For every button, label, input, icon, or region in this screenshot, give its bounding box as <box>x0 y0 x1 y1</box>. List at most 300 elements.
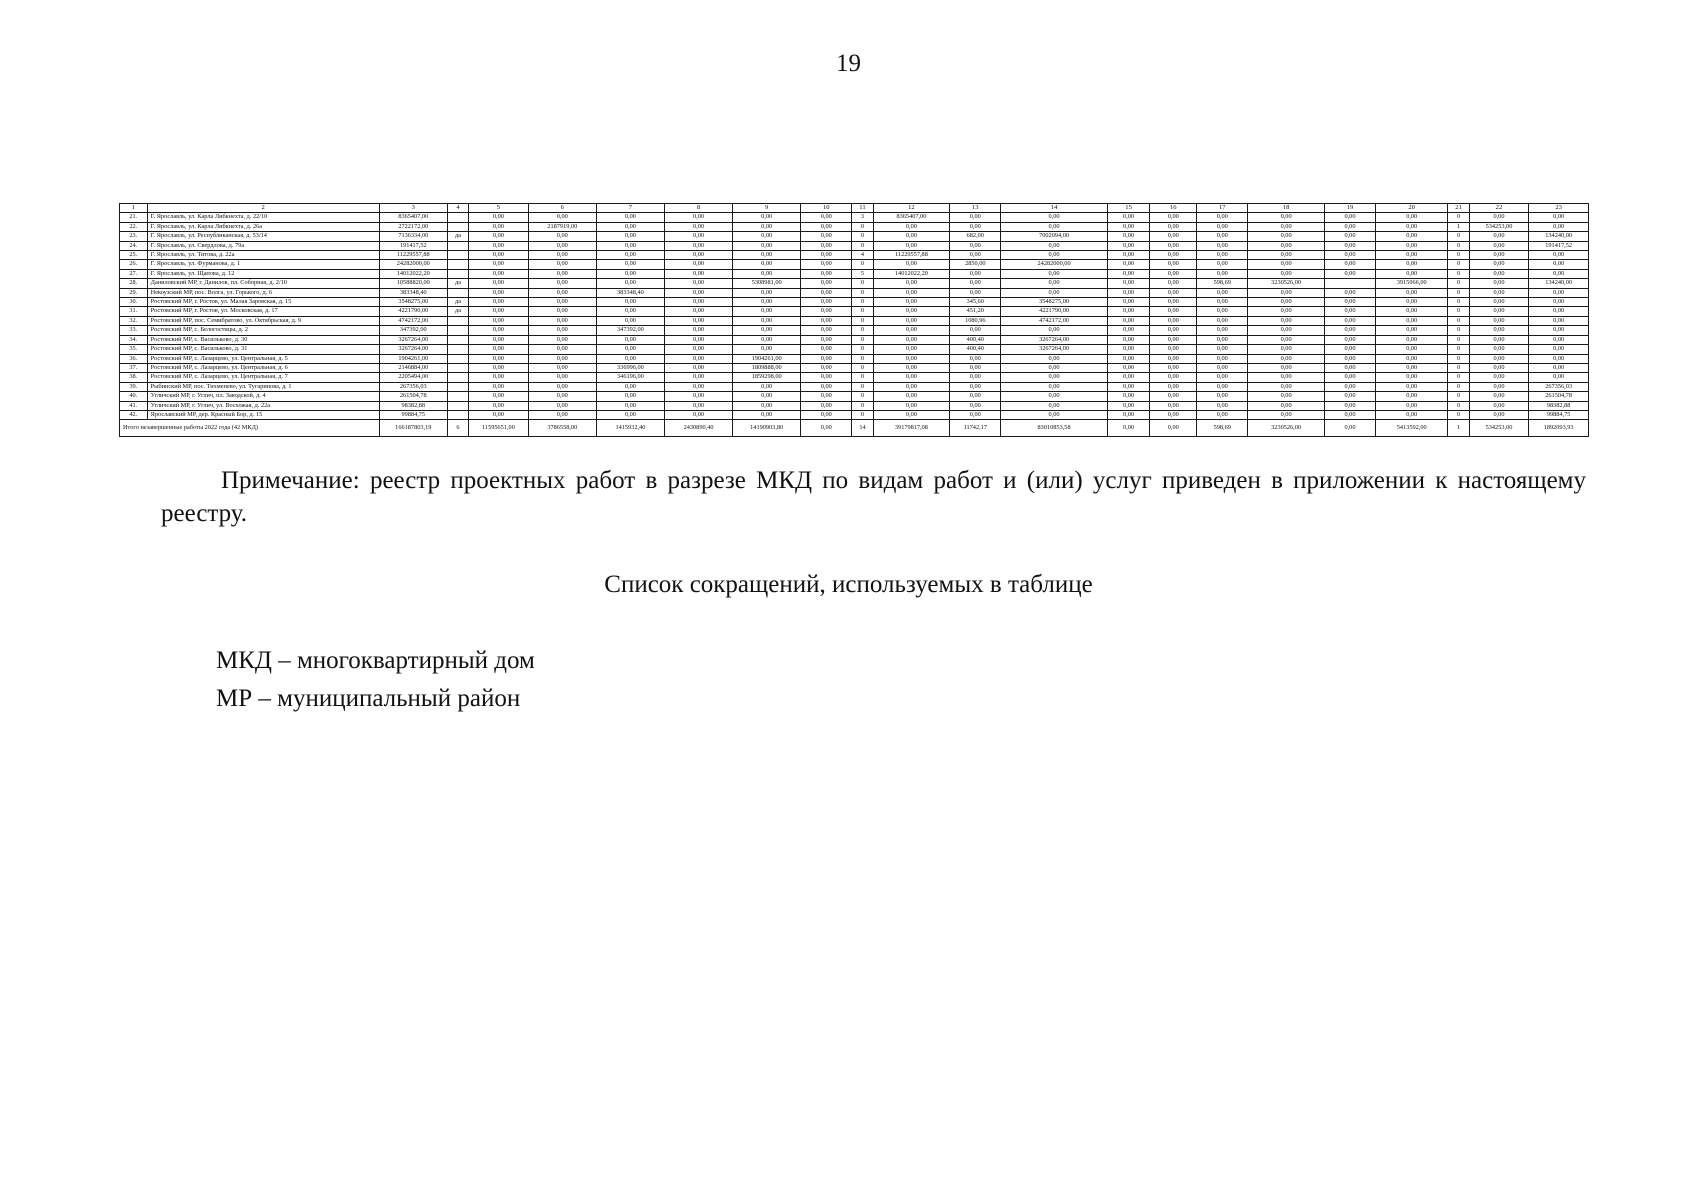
table-cell: 0,00 <box>1324 232 1375 241</box>
table-cell: 0,00 <box>469 251 529 260</box>
table-cell: 0,00 <box>1469 382 1529 391</box>
table-cell: 0,00 <box>801 392 852 401</box>
table-cell: 0,00 <box>1197 316 1248 325</box>
table-cell: 0,00 <box>801 213 852 222</box>
table-cell: 0,00 <box>873 354 950 363</box>
table-cell: 0,00 <box>733 251 801 260</box>
header-cell: 7 <box>596 204 664 213</box>
table-cell: 0,00 <box>528 410 596 419</box>
table-cell: 0,00 <box>596 392 664 401</box>
page-number: 19 <box>836 50 861 77</box>
table-cell: 0,00 <box>1469 241 1529 250</box>
table-cell: 0,00 <box>469 232 529 241</box>
table-cell: 451,20 <box>950 307 1001 316</box>
header-cell: 13 <box>950 204 1001 213</box>
address-cell: Ростовский МР, с. Васильково, д. 31 <box>147 345 379 354</box>
table-cell: 10588820,00 <box>379 279 447 288</box>
table-cell: 0,00 <box>950 354 1001 363</box>
table-cell: 0,00 <box>469 269 529 278</box>
total-cell: 83010853,58 <box>1001 420 1107 437</box>
table-cell: 0,00 <box>873 392 950 401</box>
table-cell: 0,00 <box>1248 316 1325 325</box>
table-cell: 3267264,00 <box>379 345 447 354</box>
table-cell: 0,00 <box>1107 241 1150 250</box>
table-cell <box>447 401 468 410</box>
table-cell: 0,00 <box>1248 213 1325 222</box>
table-cell: 0,00 <box>1324 251 1375 260</box>
table-cell <box>447 260 468 269</box>
table-row <box>120 232 1589 241</box>
table-cell: 0,00 <box>1197 410 1248 419</box>
table-cell: 0,00 <box>1324 326 1375 335</box>
table-cell: 98382,88 <box>1529 401 1589 410</box>
table-cell: 0,00 <box>1197 335 1248 344</box>
table-cell: 0 <box>852 260 873 269</box>
table-cell: 0,00 <box>801 251 852 260</box>
table-cell: 0,00 <box>596 335 664 344</box>
table-cell: 0,00 <box>664 335 732 344</box>
table-cell: 24282000,00 <box>379 260 447 269</box>
table-cell: 0,00 <box>733 298 801 307</box>
table-cell: да <box>447 307 468 316</box>
table-cell: 0,00 <box>1529 269 1589 278</box>
table-row <box>120 335 1589 344</box>
table-cell: 99884,75 <box>379 410 447 419</box>
table-cell: 0,00 <box>1469 345 1529 354</box>
row-number-cell: 37. <box>120 363 148 372</box>
table-cell: 0,00 <box>950 401 1001 410</box>
address-cell: Г. Ярославль, ул. Щапова, д. 12 <box>147 269 379 278</box>
table-cell: 0,00 <box>528 354 596 363</box>
row-number-cell: 30. <box>120 298 148 307</box>
table-cell: 0,00 <box>801 260 852 269</box>
table-cell: 191417,52 <box>1529 241 1589 250</box>
table-cell: 0,00 <box>664 373 732 382</box>
header-cell: 9 <box>733 204 801 213</box>
table-cell: 0,00 <box>733 326 801 335</box>
row-number-cell: 33. <box>120 326 148 335</box>
table-cell: 8365407,00 <box>379 213 447 222</box>
table-cell: 400,40 <box>950 345 1001 354</box>
table-cell: 0,00 <box>528 298 596 307</box>
table-cell: 0,00 <box>1248 241 1325 250</box>
address-cell: Ростовский МР, пос. Семибратово, ул. Октябрьская, д. 9 <box>147 316 379 325</box>
table-cell: 0,00 <box>1150 335 1197 344</box>
table-cell: 0,00 <box>1150 269 1197 278</box>
row-number-cell: 26. <box>120 260 148 269</box>
table-cell: 0 <box>852 222 873 231</box>
table-cell: 0,00 <box>1248 251 1325 260</box>
table-cell: 0,00 <box>1150 251 1197 260</box>
table-cell: 0,00 <box>1376 410 1448 419</box>
table-cell: 0,00 <box>528 232 596 241</box>
table-cell: 0,00 <box>733 382 801 391</box>
table-cell: 0,00 <box>1107 251 1150 260</box>
table-cell: 0,00 <box>1197 307 1248 316</box>
table-cell: 0,00 <box>1469 251 1529 260</box>
abbreviation-item: МР – муниципальный район <box>216 685 521 712</box>
header-cell: 12 <box>873 204 950 213</box>
total-cell: 14 <box>852 420 873 437</box>
table-cell: 0,00 <box>1001 269 1107 278</box>
row-number-cell: 32. <box>120 316 148 325</box>
table-cell: 0,00 <box>528 401 596 410</box>
total-cell: 1892093,93 <box>1529 420 1589 437</box>
table-cell: 5308981,00 <box>733 279 801 288</box>
table-cell: 0,00 <box>1197 251 1248 260</box>
table-cell: 0,00 <box>1107 269 1150 278</box>
table-cell: 0,00 <box>469 354 529 363</box>
table-cell: 11229557,88 <box>379 251 447 260</box>
table-cell: 0 <box>1448 401 1469 410</box>
table-cell: 3 <box>852 213 873 222</box>
row-number-cell: 29. <box>120 288 148 297</box>
table-cell: 0,00 <box>664 279 732 288</box>
row-number-cell: 39. <box>120 382 148 391</box>
table-cell <box>447 354 468 363</box>
table-cell: 0,00 <box>469 288 529 297</box>
table-row <box>120 392 1589 401</box>
total-cell: 0,00 <box>801 420 852 437</box>
table-cell: 0,00 <box>1529 326 1589 335</box>
table-cell: 383348,40 <box>379 288 447 297</box>
table-cell: 0,00 <box>873 382 950 391</box>
total-cell: 0,00 <box>1324 420 1375 437</box>
table-cell: 0,00 <box>1001 373 1107 382</box>
table-cell: 0,00 <box>1529 213 1589 222</box>
table-cell: 0,00 <box>664 251 732 260</box>
table-cell: 0,00 <box>664 392 732 401</box>
table-cell: 0,00 <box>1001 354 1107 363</box>
header-cell: 2 <box>147 204 379 213</box>
table-cell: 7002094,00 <box>1001 232 1107 241</box>
table-row <box>120 316 1589 325</box>
table-cell: 0,00 <box>1324 260 1375 269</box>
table-cell: 0,00 <box>1001 392 1107 401</box>
table-cell: 0,00 <box>1197 382 1248 391</box>
table-cell: 4742172,00 <box>379 316 447 325</box>
address-cell: Г. Ярославль, ул. Карла Либкнехта, д. 22/10 <box>147 213 379 222</box>
table-cell: 0,00 <box>469 326 529 335</box>
table-row <box>120 354 1589 363</box>
table-cell: 3267264,00 <box>1001 335 1107 344</box>
table-cell: 0,00 <box>1469 288 1529 297</box>
table-cell: 0,00 <box>1150 222 1197 231</box>
table-cell: 0,00 <box>596 213 664 222</box>
table-cell: 0,00 <box>950 222 1001 231</box>
table-cell: 0,00 <box>1248 392 1325 401</box>
table-cell: 0,00 <box>1248 373 1325 382</box>
table-cell: 0,00 <box>873 260 950 269</box>
table-cell: 0,00 <box>801 232 852 241</box>
table-row <box>120 345 1589 354</box>
table-cell: 0,00 <box>1376 222 1448 231</box>
table-cell: 3267264,00 <box>379 335 447 344</box>
table-cell: 0,00 <box>528 241 596 250</box>
total-row <box>120 420 1589 437</box>
total-cell: 11742,17 <box>950 420 1001 437</box>
row-number-cell: 38. <box>120 373 148 382</box>
table-cell: 0,00 <box>1248 410 1325 419</box>
table-cell: 0 <box>852 392 873 401</box>
table-cell: 0,00 <box>733 222 801 231</box>
table-cell: 1080,96 <box>950 316 1001 325</box>
table-cell: 98382,88 <box>379 401 447 410</box>
table-cell: 0,00 <box>733 241 801 250</box>
table-cell: 0,00 <box>528 392 596 401</box>
table-cell: 0,00 <box>1376 298 1448 307</box>
table-cell: 0,00 <box>1324 410 1375 419</box>
table-cell: 0,00 <box>1376 307 1448 316</box>
table-cell: 3915066,00 <box>1376 279 1448 288</box>
table-cell: 0,00 <box>1107 382 1150 391</box>
table-cell: 3267264,00 <box>1001 345 1107 354</box>
table-cell: 0,00 <box>664 260 732 269</box>
table-cell: 0,00 <box>1469 373 1529 382</box>
table-cell: 2850,00 <box>950 260 1001 269</box>
table-cell: 0,00 <box>596 232 664 241</box>
table-cell: 0,00 <box>1324 335 1375 344</box>
row-number-cell: 40. <box>120 392 148 401</box>
table-cell: 0,00 <box>664 410 732 419</box>
table-cell: 0,00 <box>1469 307 1529 316</box>
address-cell: Рыбинский МР, пос. Тихменево, ул. Тугаринова, д. 1 <box>147 382 379 391</box>
table-cell: 0,00 <box>1197 363 1248 372</box>
table-cell <box>447 251 468 260</box>
table-cell: 0,00 <box>1150 213 1197 222</box>
table-cell: 0,00 <box>469 213 529 222</box>
table-cell: 0,00 <box>733 316 801 325</box>
table-cell: 0,00 <box>1324 401 1375 410</box>
table-cell: 0,00 <box>1248 326 1325 335</box>
table-cell: 0,00 <box>664 241 732 250</box>
table-cell: 0 <box>1448 345 1469 354</box>
table-cell: 0,00 <box>1107 298 1150 307</box>
table-cell: 0,00 <box>733 392 801 401</box>
table-cell: 0,00 <box>1376 232 1448 241</box>
table-row <box>120 401 1589 410</box>
table-cell: 0,00 <box>1107 279 1150 288</box>
address-cell: Ростовский МР, с. Васильково, д. 30 <box>147 335 379 344</box>
table-cell: 0,00 <box>1197 269 1248 278</box>
table-cell: 0,00 <box>664 354 732 363</box>
table-cell: 0,00 <box>873 326 950 335</box>
table-cell: 0 <box>852 326 873 335</box>
table-cell: 0 <box>852 241 873 250</box>
table-cell: 0,00 <box>1376 326 1448 335</box>
table-header <box>120 204 1589 213</box>
table-row <box>120 279 1589 288</box>
table-cell: 0,00 <box>1248 260 1325 269</box>
total-cell: 5413592,00 <box>1376 420 1448 437</box>
table-cell: 0,00 <box>1197 288 1248 297</box>
table-cell: 0,00 <box>873 316 950 325</box>
table-cell: 24282000,00 <box>1001 260 1107 269</box>
table-cell: 0,00 <box>801 222 852 231</box>
table-row <box>120 326 1589 335</box>
table-cell: 0,00 <box>1248 363 1325 372</box>
table-cell: 0 <box>852 288 873 297</box>
header-cell: 21 <box>1448 204 1469 213</box>
table-cell: 346196,00 <box>596 373 664 382</box>
address-cell: Некоузский МР, пос. Волга, ул. Горького, д. 6 <box>147 288 379 297</box>
table-cell: 0,00 <box>596 269 664 278</box>
table-cell: 261504,78 <box>1529 392 1589 401</box>
table-cell: 2146884,00 <box>379 363 447 372</box>
table-cell: 0,00 <box>1150 298 1197 307</box>
table-cell: 0,00 <box>1248 401 1325 410</box>
table-cell: 2187919,00 <box>528 222 596 231</box>
table-cell: 0,00 <box>873 345 950 354</box>
table-cell <box>1324 279 1375 288</box>
table-cell <box>447 410 468 419</box>
table-cell: 0,00 <box>1150 288 1197 297</box>
table-cell: 0,00 <box>1469 213 1529 222</box>
table-cell: 0 <box>1448 373 1469 382</box>
table-cell: 0,00 <box>873 279 950 288</box>
address-cell: Ярославский МР, дер. Красный Бор, д. 15 <box>147 410 379 419</box>
table-cell: 0,00 <box>528 260 596 269</box>
table-cell: 0,00 <box>596 401 664 410</box>
table-cell: 4 <box>852 251 873 260</box>
table-cell: 0,00 <box>1107 213 1150 222</box>
table-cell: 0 <box>1448 316 1469 325</box>
table-cell: 0,00 <box>801 335 852 344</box>
address-cell: Угличский МР, г. Углич, пл. Заводской, д. 4 <box>147 392 379 401</box>
table-cell: да <box>447 279 468 288</box>
table-cell: 0,00 <box>1107 410 1150 419</box>
table-cell: 0,00 <box>801 373 852 382</box>
table-cell <box>447 335 468 344</box>
table-cell: 0,00 <box>1324 316 1375 325</box>
table-cell: 0,00 <box>873 307 950 316</box>
table-cell: 0,00 <box>596 251 664 260</box>
table-cell: 0,00 <box>1529 288 1589 297</box>
row-number-cell: 35. <box>120 345 148 354</box>
table-cell: 0,00 <box>1469 354 1529 363</box>
table-cell: 0,00 <box>1001 288 1107 297</box>
header-cell: 23 <box>1529 204 1589 213</box>
table-cell: 0,00 <box>1197 373 1248 382</box>
table-cell: 0,00 <box>1150 316 1197 325</box>
table-cell: 0,00 <box>1150 232 1197 241</box>
table-cell: 0 <box>852 316 873 325</box>
table-cell: 0,00 <box>801 307 852 316</box>
table-cell: 0,00 <box>1469 326 1529 335</box>
row-number-cell: 22. <box>120 222 148 231</box>
table-cell <box>447 241 468 250</box>
total-cell: 2430890,40 <box>664 420 732 437</box>
table-cell: 0,00 <box>873 222 950 231</box>
table-cell: 0,00 <box>1001 241 1107 250</box>
address-cell: Г. Ярославль, ул. Республиканская, д. 53/14 <box>147 232 379 241</box>
table-cell: 0 <box>852 401 873 410</box>
total-cell: 598,69 <box>1197 420 1248 437</box>
table-cell: 0,00 <box>1469 298 1529 307</box>
table-cell: 0,00 <box>1324 298 1375 307</box>
header-cell: 11 <box>852 204 873 213</box>
table-cell: 0,00 <box>1248 298 1325 307</box>
table-cell: 0 <box>852 363 873 372</box>
table-cell: 383348,40 <box>596 288 664 297</box>
table-cell: 0,00 <box>1197 326 1248 335</box>
table-cell: 682,00 <box>950 232 1001 241</box>
table-cell: 0,00 <box>528 345 596 354</box>
table-cell: 0,00 <box>1324 373 1375 382</box>
address-cell: Ростовский МР, с. Лазарцево, ул. Центральная, д. 5 <box>147 354 379 363</box>
table-cell: 0,00 <box>1248 354 1325 363</box>
table-cell: 0,00 <box>1248 269 1325 278</box>
table-cell <box>447 213 468 222</box>
table-cell: 0,00 <box>1197 354 1248 363</box>
table-cell: 0,00 <box>1529 354 1589 363</box>
table-cell: 0,00 <box>1107 345 1150 354</box>
table-cell: 1904261,00 <box>379 354 447 363</box>
table-cell: 0,00 <box>1529 251 1589 260</box>
address-cell: Ростовский МР, с. Лазарцево, ул. Центральная, д. 6 <box>147 363 379 372</box>
table-cell: 0,00 <box>801 269 852 278</box>
table-cell: 0,00 <box>1107 335 1150 344</box>
table-cell: 0,00 <box>1107 232 1150 241</box>
table-cell: 0,00 <box>1150 373 1197 382</box>
table-cell: 0 <box>1448 213 1469 222</box>
table-cell: 0 <box>1448 326 1469 335</box>
table-cell: 0,00 <box>1197 298 1248 307</box>
table-cell: 0,00 <box>469 316 529 325</box>
table-cell: 0,00 <box>873 335 950 344</box>
table-cell: 0,00 <box>1197 241 1248 250</box>
table-cell: 0,00 <box>1197 213 1248 222</box>
table-cell: 0,00 <box>1529 316 1589 325</box>
table-cell: 0 <box>852 382 873 391</box>
table-cell: 0,00 <box>469 382 529 391</box>
table-cell: 0,00 <box>1529 373 1589 382</box>
table-cell: 0,00 <box>1469 335 1529 344</box>
table-cell: 0,00 <box>1001 279 1107 288</box>
table-cell: 0,00 <box>1324 382 1375 391</box>
table-cell: 5 <box>852 269 873 278</box>
row-number-cell: 42. <box>120 410 148 419</box>
table-cell: 0 <box>852 345 873 354</box>
table-cell <box>447 363 468 372</box>
table-cell: 0,00 <box>1324 307 1375 316</box>
table-cell: 11229557,88 <box>873 251 950 260</box>
address-cell: Г. Ярославль, ул. Свердлова, д. 79а <box>147 241 379 250</box>
table-cell <box>447 316 468 325</box>
table-cell: 0,00 <box>950 373 1001 382</box>
table-cell: 0,00 <box>733 410 801 419</box>
table-cell: 0,00 <box>596 307 664 316</box>
table-cell: 0,00 <box>1248 382 1325 391</box>
table-row <box>120 260 1589 269</box>
table-cell: 0,00 <box>801 363 852 372</box>
table-cell: 0,00 <box>528 363 596 372</box>
table-cell <box>447 373 468 382</box>
total-cell: 0,00 <box>1107 420 1150 437</box>
table-cell: 0,00 <box>1107 363 1150 372</box>
table-cell: 99884,75 <box>1529 410 1589 419</box>
table-cell: 0,00 <box>528 288 596 297</box>
address-cell: Ростовский МР, г. Ростов, ул. Малая Заровская, д. 15 <box>147 298 379 307</box>
table-cell: 0,00 <box>1376 213 1448 222</box>
table-cell: 0,00 <box>801 288 852 297</box>
table-cell: 0,00 <box>1150 363 1197 372</box>
table-cell: 0,00 <box>664 345 732 354</box>
table-cell <box>447 269 468 278</box>
table-cell: 0,00 <box>1376 363 1448 372</box>
abbreviations-title: Список сокращений, используемых в таблице <box>604 571 1093 598</box>
total-cell: 3786558,00 <box>528 420 596 437</box>
